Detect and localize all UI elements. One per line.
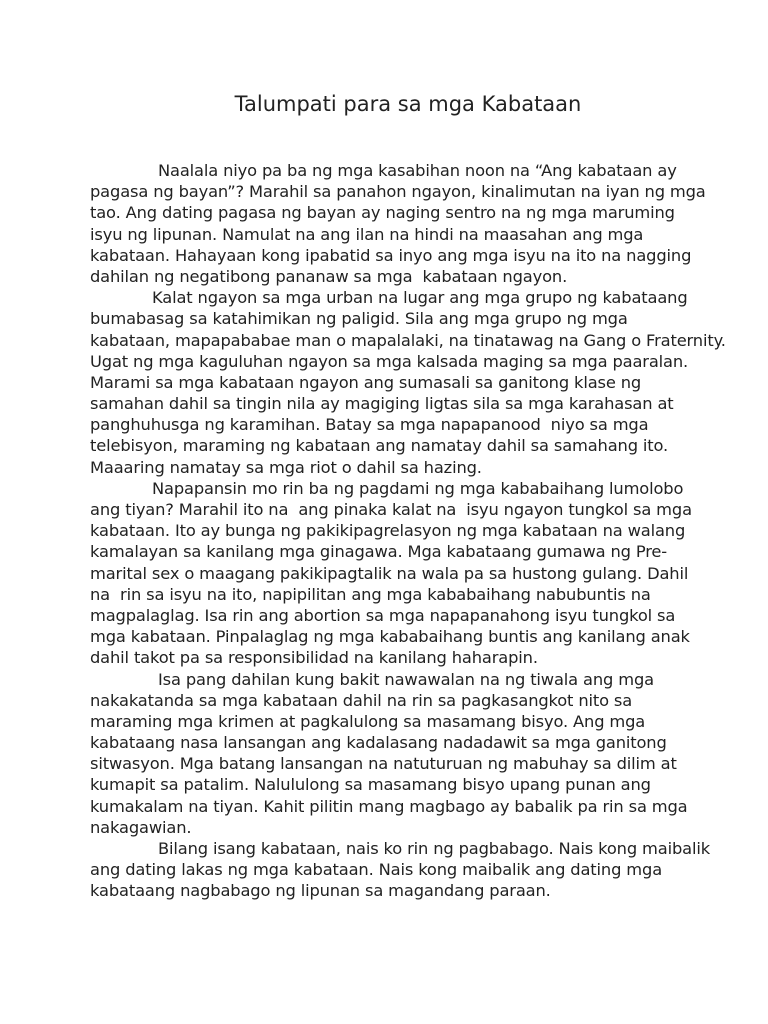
text-line: sitwasyon. Mga batang lansangan na natuturuan ng mabuhay sa dilim at: [90, 754, 677, 774]
text-line: kabataan, mapapababae man o mapalalaki, na tinatawag na Gang o Fraternity.: [90, 330, 726, 350]
document-body: [90, 160, 768, 902]
text-line: Marami sa mga kabataan ngayon ang sumasali sa ganitong klase ng: [90, 372, 642, 392]
text-line: Kalat ngayon sa mga urban na lugar ang mga grupo ng kabataang: [152, 288, 688, 308]
text-line: maraming mga krimen at pagkalulong sa masamang bisyo. Ang mga: [90, 711, 646, 731]
text-line: Maaaring namatay sa mga riot o dahil sa hazing.: [90, 457, 482, 477]
text-line: kumapit sa patalim. Nalululong sa masamang bisyo upang punan ang: [90, 775, 651, 795]
text-line: telebisyon, maraming ng kabataan ang namatay dahil sa samahang ito.: [90, 436, 669, 456]
text-line: nakakatanda sa mga kabataan dahil na rin sa pagkasangkot nito sa: [90, 690, 633, 710]
text-line: ang dating lakas ng mga kabataan. Nais kong maibalik ang dating mga: [90, 860, 663, 880]
text-line: samahan dahil sa tingin nila ay magiging ligtas sila sa mga karahasan at: [90, 394, 674, 414]
paragraph: [90, 287, 768, 478]
text-line: kabataang nasa lansangan ang kadalasang nadadawit sa mga ganitong: [90, 733, 667, 753]
text-line: Napapansin mo rin ba ng pagdami ng mga kababaihang lumolobo: [152, 478, 684, 498]
text-line: tao. Ang dating pagasa ng bayan ay naging sentro na ng mga maruming: [90, 203, 675, 223]
text-line: mga kabataan. Pinpalaglag ng mga kababaihang buntis ang kanilang anak: [90, 627, 690, 647]
text-line: Isa pang dahilan kung bakit nawawalan na ng tiwala ang mga: [158, 669, 654, 689]
document-title: Talumpati para sa mga Kabataan: [234, 92, 582, 116]
text-line: isyu ng lipunan. Namulat na ang ilan na hindi na maasahan ang mga: [90, 224, 644, 244]
text-line: kabataang nagbabago ng lipunan sa magandang paraan.: [90, 881, 551, 901]
text-line: dahil takot pa sa responsibilidad na kanilang haharapin.: [90, 648, 538, 668]
paragraph: [90, 160, 768, 287]
text-line: dahilan ng negatibong pananaw sa mga kabataan ngayon.: [90, 266, 568, 286]
text-line: magpalaglag. Isa rin ang abortion sa mga napapanahong isyu tungkol sa: [90, 605, 676, 625]
paragraph: [90, 669, 768, 839]
text-line: Bilang isang kabataan, nais ko rin ng pagbabago. Nais kong maibalik: [158, 839, 710, 858]
text-line: nakagawian.: [90, 817, 192, 837]
text-line: kabataan. Hahayaan kong ipabatid sa inyo ang mga isyu na ito na nagging: [90, 245, 692, 265]
text-line: kamalayan sa kanilang mga ginagawa. Mga kabataang gumawa ng Pre-: [90, 542, 668, 562]
paragraph: [90, 478, 768, 669]
text-line: ang tiyan? Marahil ito na ang pinaka kalat na isyu ngayon tungkol sa mga: [90, 500, 692, 519]
text-line: pagasa ng bayan”? Marahil sa panahon ngayon, kinalimutan na iyan ng mga: [90, 182, 706, 202]
text-line: Ugat ng mga kaguluhan ngayon sa mga kalsada maging sa mga paaralan.: [90, 351, 689, 371]
text-line: bumabasag sa katahimikan ng paligid. Sila ang mga grupo ng mga: [90, 309, 628, 329]
text-line: na rin sa isyu na ito, napipilitan ang mga kababaihang nabubuntis na: [90, 584, 651, 604]
text-line: kabataan. Ito ay bunga ng pakikipagrelasyon ng mga kabataan na walang: [90, 521, 686, 541]
text-line: Naalala niyo pa ba ng mga kasabihan noon na “Ang kabataan ay: [158, 161, 677, 180]
paragraph: [90, 838, 768, 902]
text-line: panghuhusga ng karamihan. Batay sa mga napapanood niyo sa mga: [90, 415, 649, 435]
text-line: marital sex o maagang pakikipagtalik na wala pa sa hustong gulang. Dahil: [90, 563, 689, 583]
text-line: kumakalam na tiyan. Kahit pilitin mang magbago ay babalik pa rin sa mga: [90, 796, 688, 816]
